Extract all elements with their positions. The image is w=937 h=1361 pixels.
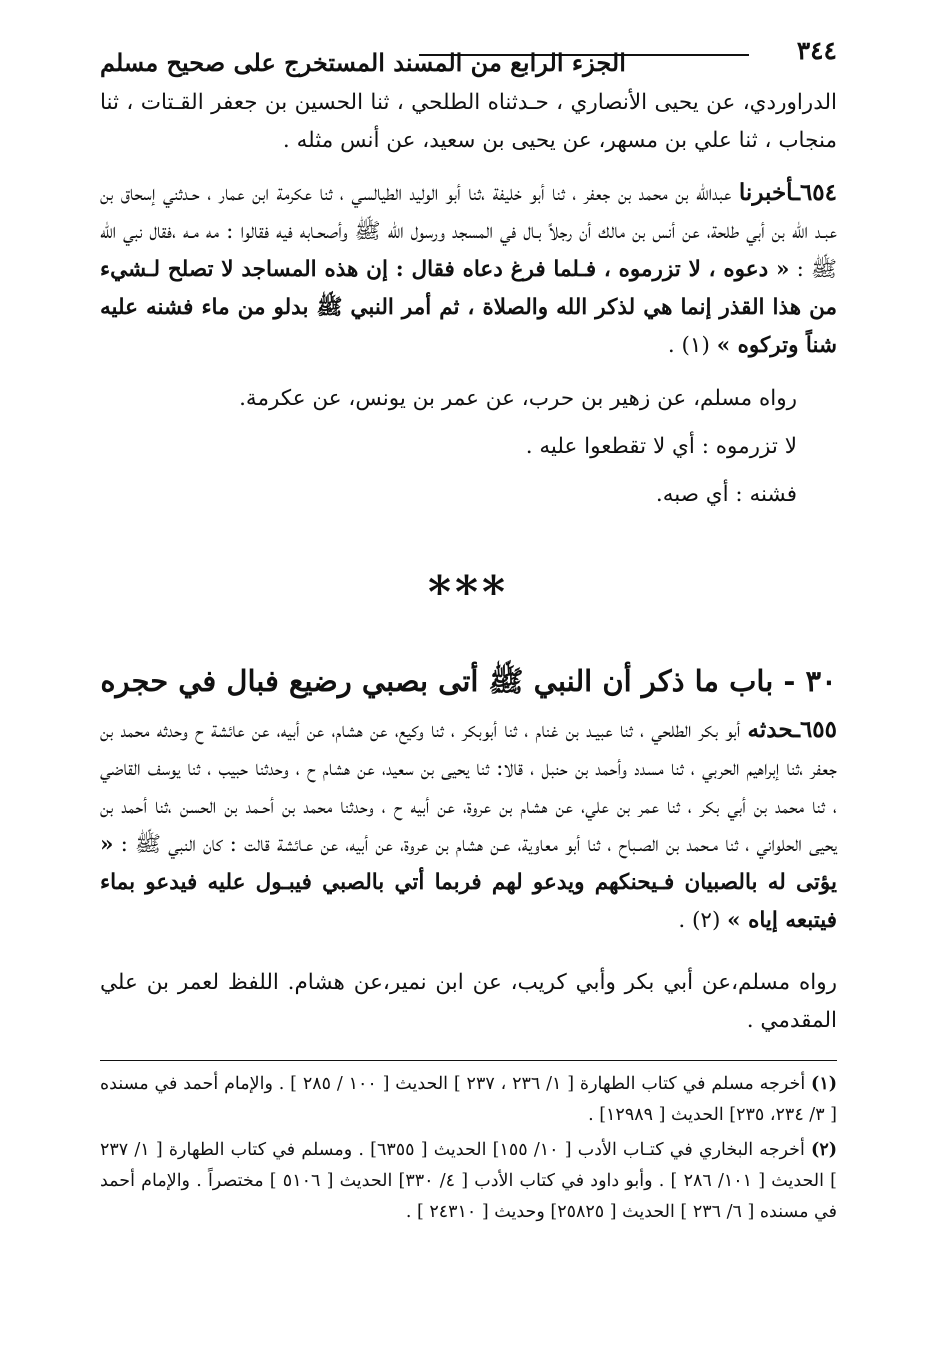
hadith-quote: « دعوه ، لا تزرموه ، فـلما فرغ دعاه فقال : إن هذه المساجد لا تصلح لـشيء من هذا القذر إنما هي لذكر الله والصلاة ، ثم أمر النبي ﷺ بدلو من ماء فشنه عليه شناً وتركوه » (100, 257, 837, 358)
riwaya-655: رواه مسلم،عن أبي بكر وأبي كريب، عن ابن نمير،عن هشام. اللفظ لعمر بن علي المقدمي . (100, 970, 837, 1033)
hadith-654 (100, 174, 837, 365)
running-header (100, 30, 837, 84)
footnote-ref: (٢) . (678, 908, 728, 933)
footnote-text: أخرجه البخاري في كتـاب الأدب [ ١٠/ ١٥٥] الحديث [ ٦٣٥٥] . ومسلم في كتاب الطهارة [ ١/ ٢٣٧ ] الحديث [ ١٠١/ ٢٨٦ ] . وأبو داود في كتاب الأدب [ ٤/ ٣٣٠] الحديث [ ٥١٠٦ ] مختصراً . والإمام أحمد في مسنده [ ٦/ ٢٣٦ ] الحديث [ ٢٥٨٢٥] وحديث [ ٢٤٣١٠ ] . (100, 1140, 838, 1222)
notes-block (100, 375, 837, 519)
footnotes (100, 1069, 837, 1228)
page-number: ٣٤٤ (796, 36, 837, 65)
running-title: الجزء الرابع من المسند المستخرج على صحيح مسلم (100, 48, 626, 77)
footnote-ref: (١) . (667, 333, 717, 358)
footnote-rule (100, 1060, 837, 1061)
chapter-title: ٣٠ - باب ما ذكر أن النبي ﷺ أتى بصبي رضيع فبال في حجره (100, 664, 837, 698)
footnote-2 (100, 1135, 837, 1228)
hadith-text: أبو بكر الطلحي ، ثنا عبيـد بن غنام ، ثنا أبوبكر ، ثنا وكيع، عن هشام، عن أبيه، عن عائشة ح وحدثه محمد بن جعفر ،ثنا إبراهيم الحربي ، ثنا مسدد وأحمد بن حنبل ، قالا: ثنا يحيى بن سعيد، عن هشام ح ، وحدثنا حبيب ، ثنا يوسف القاضي ، ثنا محمد بن أبي بكر ، ثنا عمر بن علي، عن هشام بن عروة، عن أبيه ح ، وحدثنا محمد بن أحـمد بن الحسن ،ثنا أحمد بن يحيى الحلواني ، ثنا مـحمد بن الصـباح ، ثنا أبو معاوية، عـن هشام بن عروة، عن أبيه، عن عـائشة قالت : كان النبي ﷺ : (100, 718, 837, 857)
footnote-number: (١) (811, 1074, 837, 1094)
footnote-text: أخرجه مسلم في كتاب الطهارة [ ١/ ٢٣٦ ، ٢٣٧ ] الحديث [ ١٠٠ / ٢٨٥ ] . والإمام أحمد في مسنده [ ٣/ ٢٣٤، ٢٣٥] الحديث [ ١٢٩٨٩] . (100, 1074, 837, 1125)
hadith-label: حدثه (747, 716, 794, 743)
hadith-text: عبدالله بن محمد بن جعفر ، ثنا أبو خليفة ،ثنا أبو الوليد الطيالسي ، ثنا عكرمة ابن عمار ، حـدثني إسحاق بن عبـد الله بن أبي طلحة، عن أنس بن مالك أن رجلاً بـال في المسجد ورسول الله ﷺ وأصحـابه فيه فقالوا : مه مـه ،فقال نبي الله ﷺ : (100, 181, 837, 282)
riwaya-654: رواه مسلم، عن زهير بن حرب، عن عمر بن يونس، عن عكرمة. (239, 386, 797, 411)
hadith-quote: « يؤتى له بالصبيان فـيحنكهم ويدعو لهم فربما أتي بالصبي فيبـول عليه فيدعو بماء فيتبعه إياه » (100, 832, 837, 933)
section-separator: *** (427, 567, 510, 618)
hadith-label: أخبرنا (738, 179, 794, 206)
hadith-655 (100, 711, 837, 940)
gloss-shannahu: فشنه : أي صبه. (655, 482, 797, 507)
footnote-1 (100, 1069, 837, 1131)
intro-paragraph: الدراوردي، عن يحيى الأنصاري ، حـدثناه الطلحي ، ثنا الحسين بن جعفر القـتات ، ثنا منجاب ، ثنا علي بن مسهر، عن يحيى بن سعيد، عن أنس مثله . (100, 90, 837, 153)
footnote-number: (٢) (811, 1140, 837, 1160)
hadith-number: ٦٥٤ـ (793, 179, 837, 206)
hadith-number: ٦٥٥ـ (793, 716, 837, 743)
gloss-tuzrimuh: لا تزرموه : أي لا تقطعوا عليه . (525, 434, 797, 459)
